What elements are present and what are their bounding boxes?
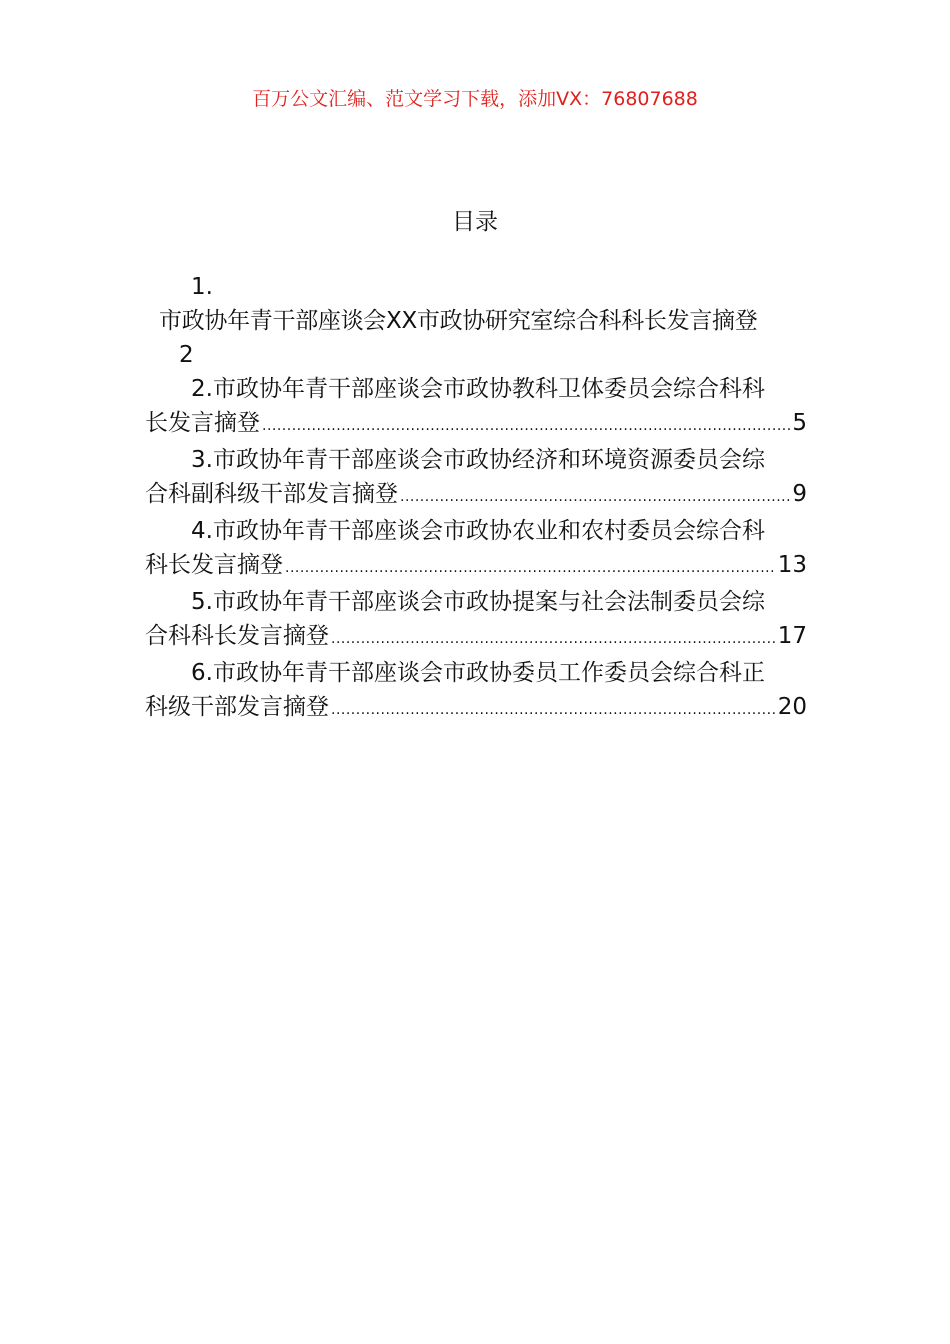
toc-entry-2[interactable] bbox=[145, 372, 807, 443]
toc-leader-dots bbox=[285, 551, 776, 585]
toc-leader-dots bbox=[331, 622, 776, 656]
toc-entry-page: 13 bbox=[777, 552, 807, 578]
toc-entry-3[interactable] bbox=[145, 443, 807, 514]
toc-entry-text: 4.市政协年青干部座谈会市政协农业和农村委员会综合科 bbox=[191, 518, 765, 544]
toc-leader-dots bbox=[262, 409, 790, 443]
toc-entry-number: 1. bbox=[191, 274, 213, 300]
toc-leader-dots bbox=[331, 693, 776, 727]
toc-title: 目录 bbox=[452, 209, 498, 235]
toc-entry-page: 5 bbox=[792, 410, 807, 436]
toc-entry-text-cont: 科级干部发言摘登 bbox=[145, 694, 329, 720]
toc-entry-6[interactable] bbox=[145, 656, 807, 727]
toc-entry-text-cont: 科长发言摘登 bbox=[145, 552, 283, 578]
toc-entry-text-cont: 长发言摘登 bbox=[145, 410, 260, 436]
toc-entry-page: 9 bbox=[792, 481, 807, 507]
toc-entry-text: 2.市政协年青干部座谈会市政协教科卫体委员会综合科科 bbox=[191, 376, 765, 402]
table-of-contents bbox=[145, 270, 807, 727]
header-banner: 百万公文汇编、范文学习下载，添加VX：76807688 bbox=[252, 88, 698, 110]
toc-leader-dots bbox=[400, 480, 790, 514]
toc-entry-4[interactable] bbox=[145, 514, 807, 585]
toc-entry-page: 17 bbox=[777, 623, 807, 649]
toc-entry-text: 3.市政协年青干部座谈会市政协经济和环境资源委员会综 bbox=[191, 447, 765, 473]
toc-entry-page: 2 bbox=[179, 342, 194, 368]
toc-entry-text-cont: 合科副科级干部发言摘登 bbox=[145, 481, 398, 507]
toc-entry-text-cont: 合科科长发言摘登 bbox=[145, 623, 329, 649]
toc-entry-5[interactable] bbox=[145, 585, 807, 656]
toc-entry-text: 5.市政协年青干部座谈会市政协提案与社会法制委员会综 bbox=[191, 589, 765, 615]
toc-entry-page: 20 bbox=[777, 694, 807, 720]
toc-entry-1[interactable] bbox=[145, 270, 807, 372]
toc-entry-text: 市政协年青干部座谈会XX市政协研究室综合科科长发言摘登 bbox=[159, 308, 758, 334]
toc-entry-text: 6.市政协年青干部座谈会市政协委员工作委员会综合科正 bbox=[191, 660, 765, 686]
